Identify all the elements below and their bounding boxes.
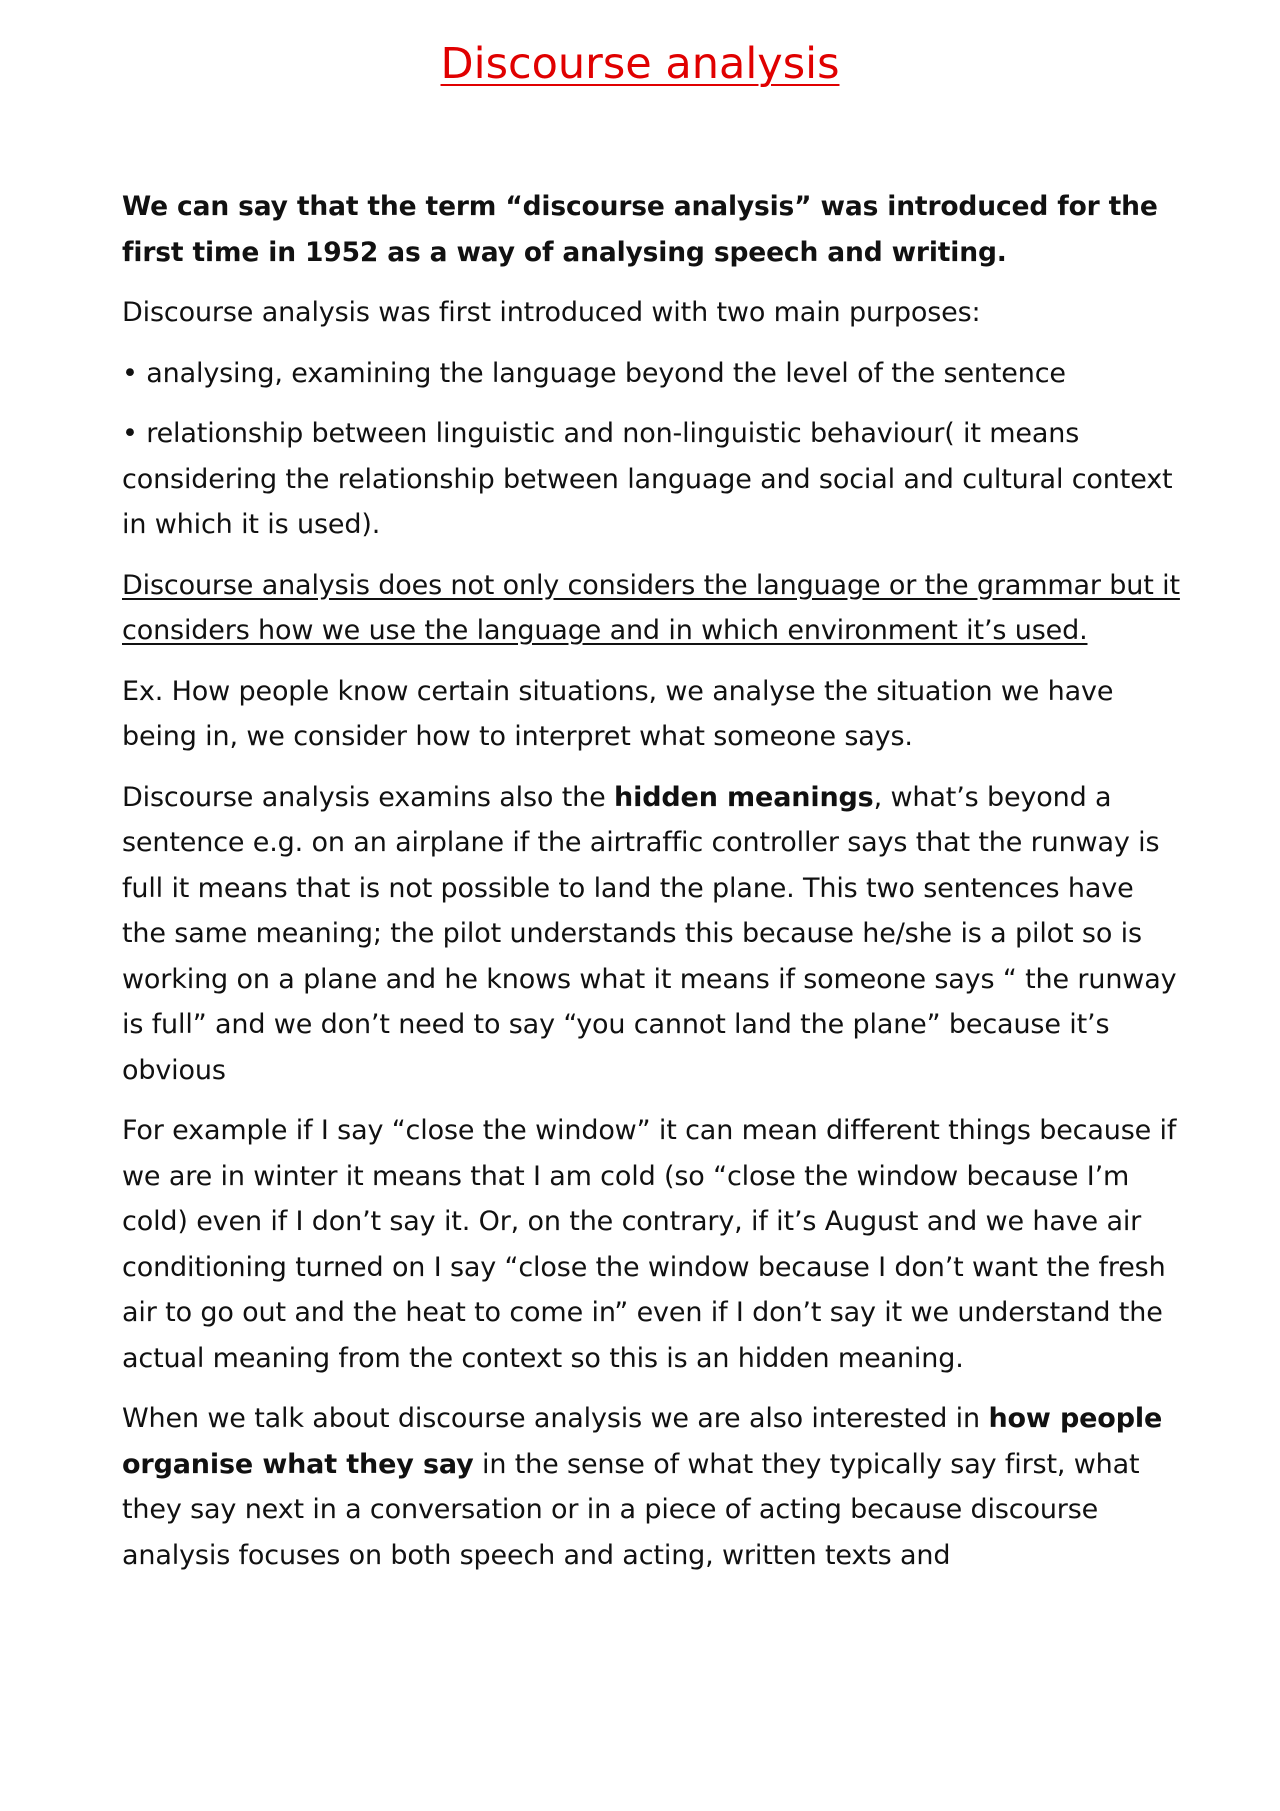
organise-bold: how people organise what they say <box>122 1403 1163 1480</box>
hidden-meanings-text-after: , what’s beyond a sentence e.g. on an airplane if the airtraffic controller says that the runway is full it means that is not possible to land the plane. This two sentences have the same meaning; the pilot understands this because he/she is a pilot so is working on a plane and he knows what it means if someone says “ the runway is full” and we don’t need to say “you cannot land the plane” because it’s obvious <box>122 781 1177 1086</box>
page-title: Discourse analysis <box>440 39 840 89</box>
hidden-meanings-bold: hidden meanings <box>614 781 874 813</box>
purposes-intro-paragraph: Discourse analysis was first introduced with two main purposes: <box>122 297 981 328</box>
document-body <box>122 184 1182 1593</box>
organise-text-after: in the sense of what they typically say first, what they say next in a conversation or in a piece of acting because discourse analysis focuses on both speech and acting, written texts and <box>122 1448 1140 1571</box>
bullet-item-1: • analysing, examining the language beyond the level of the sentence <box>122 357 1066 389</box>
example-paragraph-2: For example if I say “close the window” it can mean different things because if we are in winter it means that I am cold (so “close the window because I’m cold) even if I don’t say it. Or, on the contrary, if it’s August and we have air conditioning turned on I say “close the window because I don’t want the fresh air to go out and the heat to come in” even if I don’t say it we understand the actual meaning from the context so this is an hidden meaning. <box>122 1115 1177 1374</box>
hidden-meanings-text-before: Discourse analysis examins also the <box>122 781 615 813</box>
organise-text-before: When we talk about discourse analysis we are also interested in <box>122 1403 989 1434</box>
hidden-meanings-paragraph <box>122 775 1182 1094</box>
intro-paragraph: We can say that the term “discourse analysis” was introduced for the first time in 1952 as a way of analysing speech and writing. <box>122 191 1158 268</box>
bullet-item-2: • relationship between linguistic and non-linguistic behaviour( it means considering the relationship between language and social and cultural context in which it is used). <box>122 418 1173 540</box>
underlined-statement: Discourse analysis does not only considers the language or the grammar but it considers how we use the language and in which environment it’s used. <box>122 569 1180 646</box>
organise-paragraph <box>122 1396 1182 1578</box>
example-paragraph-1: Ex. How people know certain situations, we analyse the situation we have being in, we consider how to interpret what someone says. <box>122 675 1114 752</box>
